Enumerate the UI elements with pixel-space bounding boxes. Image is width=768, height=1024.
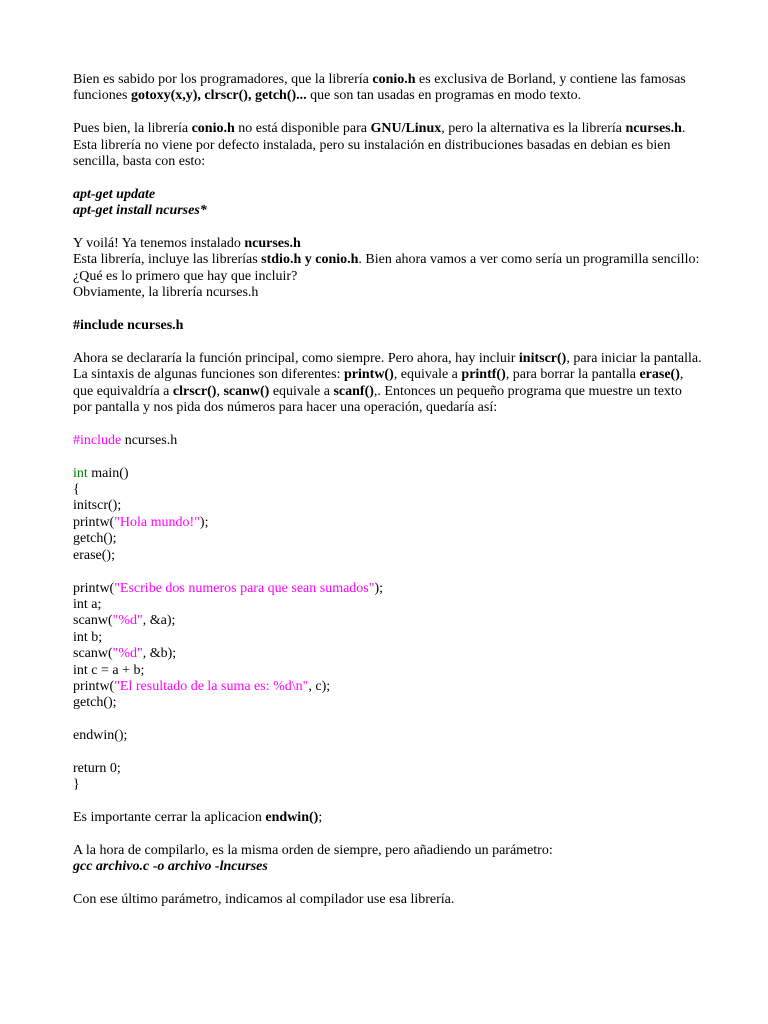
code-line: int c = a + b;	[73, 662, 145, 678]
text: . Bien ahora vamos a ver como sería un programilla sencillo:	[358, 252, 700, 268]
text: es exclusiva de Borland, y contiene las famosas funciones	[73, 72, 686, 104]
code-line	[73, 581, 703, 597]
code-line	[73, 466, 703, 482]
text: , pero la alternativa es la librería	[441, 121, 626, 137]
bold-text: printw()	[343, 367, 394, 383]
bold-text: ncurses.h	[625, 121, 682, 137]
code-blank	[73, 564, 703, 580]
compile-paragraph	[73, 843, 703, 876]
code-text: , c);	[308, 678, 331, 694]
text: . Esta librería no viene por defecto instalada, pero su instalación en distribuciones basadas en debian es bien sencilla, basta con esto:	[73, 121, 686, 170]
code-line: getch();	[73, 531, 117, 547]
code-listing	[73, 433, 703, 794]
text: ¿Qué es lo primero que hay que incluir?	[73, 268, 298, 284]
code-text: printw(	[73, 678, 115, 694]
code-text: );	[374, 580, 384, 596]
code-string: "%d"	[112, 646, 143, 662]
text: , que equivaldría a	[73, 367, 684, 399]
code-text: scanw(	[73, 646, 113, 662]
code-text: ncurses.h	[121, 432, 178, 448]
code-type: int	[73, 465, 88, 481]
include-heading	[73, 318, 703, 334]
text: Ahora se declararía la función principal, como siempre. Pero ahora, hay incluir	[73, 350, 519, 366]
bold-text: clrscr()	[172, 383, 217, 399]
bold-text: endwin()	[265, 810, 319, 826]
text: no está disponible para	[234, 121, 371, 137]
code-line	[73, 646, 703, 662]
document-body	[73, 72, 703, 925]
endwin-paragraph	[73, 810, 703, 826]
text: ;	[318, 810, 323, 826]
code-string: "%d"	[112, 613, 143, 629]
functions-paragraph	[73, 351, 703, 417]
text: ,	[216, 383, 224, 399]
bold-text: ncurses.h	[244, 236, 301, 252]
code-text: , &a);	[142, 613, 176, 629]
code-line	[73, 679, 703, 695]
text: A la hora de compilarlo, es la misma orden de siempre, pero añadiendo un parámetro:	[73, 842, 553, 858]
text: , para borrar la pantalla	[505, 367, 640, 383]
command-update: apt-get update	[73, 186, 156, 202]
text: , para iniciar la pantalla. La sintaxis de algunas funciones son diferentes:	[73, 350, 702, 383]
text: Bien es sabido por los programadores, que la librería	[73, 72, 373, 87]
code-string: "Hola mundo!"	[114, 514, 200, 530]
code-string: "Escribe dos numeros para que sean sumados"	[114, 580, 375, 596]
code-blank	[73, 745, 703, 761]
install-commands	[73, 187, 703, 220]
bold-text: scanf()	[333, 383, 374, 399]
code-keyword: #include	[73, 432, 122, 448]
bold-text: GNU/Linux	[370, 121, 442, 137]
text: Pues bien, la librería	[73, 121, 192, 137]
code-line: int a;	[73, 596, 102, 612]
bold-text: erase()	[639, 367, 680, 383]
bold-text: gotoxy(x,y), clrscr(), getch()...	[130, 88, 307, 104]
code-line: endwin();	[73, 728, 128, 744]
code-line: {	[73, 482, 80, 498]
code-line: int b;	[73, 629, 103, 645]
library-paragraph	[73, 121, 703, 170]
bold-text: stdio.h y conio.h	[261, 252, 359, 268]
code-text: );	[199, 514, 209, 530]
closing-paragraph: Con ese último parámetro, indicamos al compilador use esa librería.	[73, 892, 455, 908]
text: ,. Entonces un pequeño programa que muestre un texto por pantalla y nos pida dos números para hacer una operación, quedaría así:	[73, 383, 682, 416]
compile-command: gcc archivo.c -o archivo -lncurses	[73, 859, 268, 875]
code-text: printw(	[73, 514, 115, 530]
text: Obviamente, la librería ncurses.h	[73, 285, 259, 301]
code-line	[73, 515, 703, 531]
command-install: apt-get install ncurses*	[73, 203, 207, 219]
intro-paragraph	[73, 72, 703, 105]
code-blank	[73, 712, 703, 728]
code-line	[73, 613, 703, 629]
text: Es importante cerrar la aplicacion	[73, 810, 266, 826]
code-line: initscr();	[73, 498, 122, 514]
code-line: }	[73, 777, 80, 793]
bold-text: conio.h	[372, 72, 416, 87]
installed-paragraph	[73, 236, 703, 302]
code-line	[73, 433, 703, 449]
bold-text: conio.h	[191, 121, 235, 137]
code-text: scanw(	[73, 613, 113, 629]
bold-text: printf()	[461, 367, 506, 383]
code-text: main()	[87, 465, 129, 481]
text: Esta librería, incluye las librerías	[73, 252, 262, 268]
text: que son tan usadas en programas en modo texto.	[306, 88, 582, 104]
code-text: printw(	[73, 580, 115, 596]
code-line: getch();	[73, 695, 117, 711]
bold-text: initscr()	[518, 350, 567, 366]
bold-text: #include ncurses.h	[73, 318, 184, 334]
code-line: erase();	[73, 547, 115, 563]
code-string: "El resultado de la suma es: %d\n"	[114, 678, 309, 694]
bold-text: scanw()	[223, 383, 270, 399]
code-line: return 0;	[73, 760, 121, 776]
text: , equivale a	[393, 367, 462, 383]
code-blank	[73, 449, 703, 465]
text: equivale a	[269, 383, 334, 399]
code-text: , &b);	[142, 646, 177, 662]
text: Y voilá! Ya tenemos instalado	[73, 236, 245, 252]
